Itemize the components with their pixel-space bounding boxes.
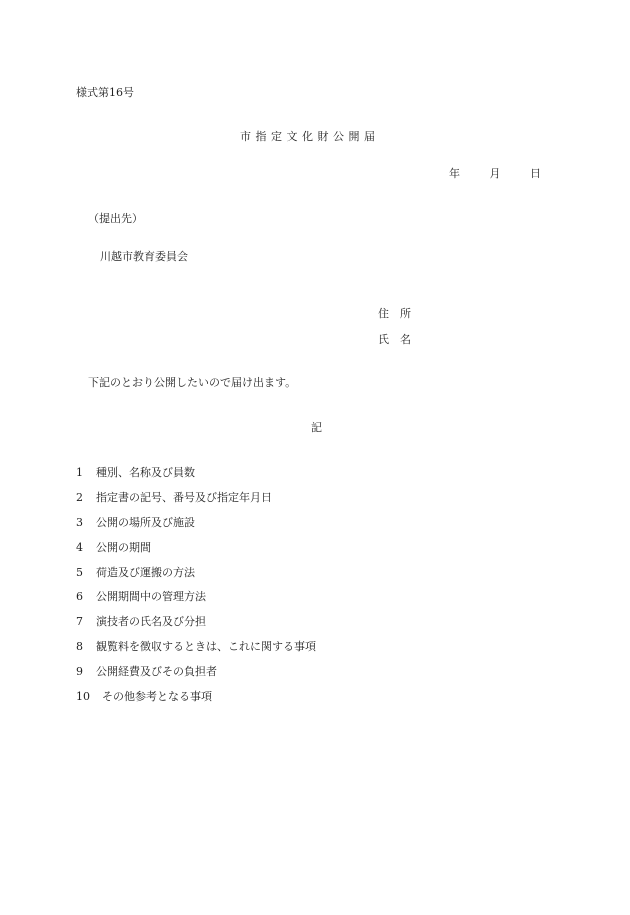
item-text: 公開期間中の管理方法 xyxy=(96,590,206,604)
list-item xyxy=(76,665,316,690)
recipient-name: 川越市教育委員会 xyxy=(100,250,188,263)
date-month-label: 月 xyxy=(489,167,501,180)
list-item xyxy=(76,566,316,591)
item-text: 演技者の氏名及び分担 xyxy=(96,615,206,629)
item-text: 公開の場所及び施設 xyxy=(96,515,195,529)
document-title: 市指定文化財公開届 xyxy=(240,130,380,143)
list-item xyxy=(76,640,316,665)
item-text: 観覧料を徴収するときは、これに関する事項 xyxy=(96,640,316,654)
ki-label: 記 xyxy=(311,421,322,434)
item-number: 6 xyxy=(76,590,83,604)
form-number: 様式第16号 xyxy=(76,86,134,99)
item-number: 10 xyxy=(76,690,90,704)
item-number: 8 xyxy=(76,640,83,654)
item-number: 3 xyxy=(76,515,83,529)
date-day-label: 日 xyxy=(530,167,541,180)
items-list xyxy=(76,466,316,715)
recipient-heading: （提出先） xyxy=(88,212,143,225)
item-text: その他参考となる事項 xyxy=(102,690,212,704)
item-number: 7 xyxy=(76,615,83,629)
list-item xyxy=(76,466,316,491)
item-number: 2 xyxy=(76,490,83,504)
applicant-address-label: 住 所 xyxy=(378,307,411,320)
item-number: 9 xyxy=(76,665,83,679)
item-number: 4 xyxy=(76,540,83,554)
applicant-name-label: 氏 名 xyxy=(378,333,411,346)
date-year-label: 年 xyxy=(449,167,460,180)
list-item xyxy=(76,590,316,615)
list-item xyxy=(76,516,316,541)
statement-text: 下記のとおり公開したいので届け出ます。 xyxy=(88,376,297,389)
item-text: 種別、名称及び員数 xyxy=(96,466,195,479)
item-text: 公開経費及びその負担者 xyxy=(96,665,217,679)
item-text: 荷造及び運搬の方法 xyxy=(96,565,195,579)
list-item xyxy=(76,541,316,566)
list-item xyxy=(76,615,316,640)
item-number: 1 xyxy=(76,466,83,479)
date-row xyxy=(449,167,541,181)
list-item xyxy=(76,690,316,715)
item-number: 5 xyxy=(76,565,83,579)
list-item xyxy=(76,491,316,516)
item-text: 公開の期間 xyxy=(96,540,151,554)
item-text: 指定書の記号、番号及び指定年月日 xyxy=(96,490,272,504)
